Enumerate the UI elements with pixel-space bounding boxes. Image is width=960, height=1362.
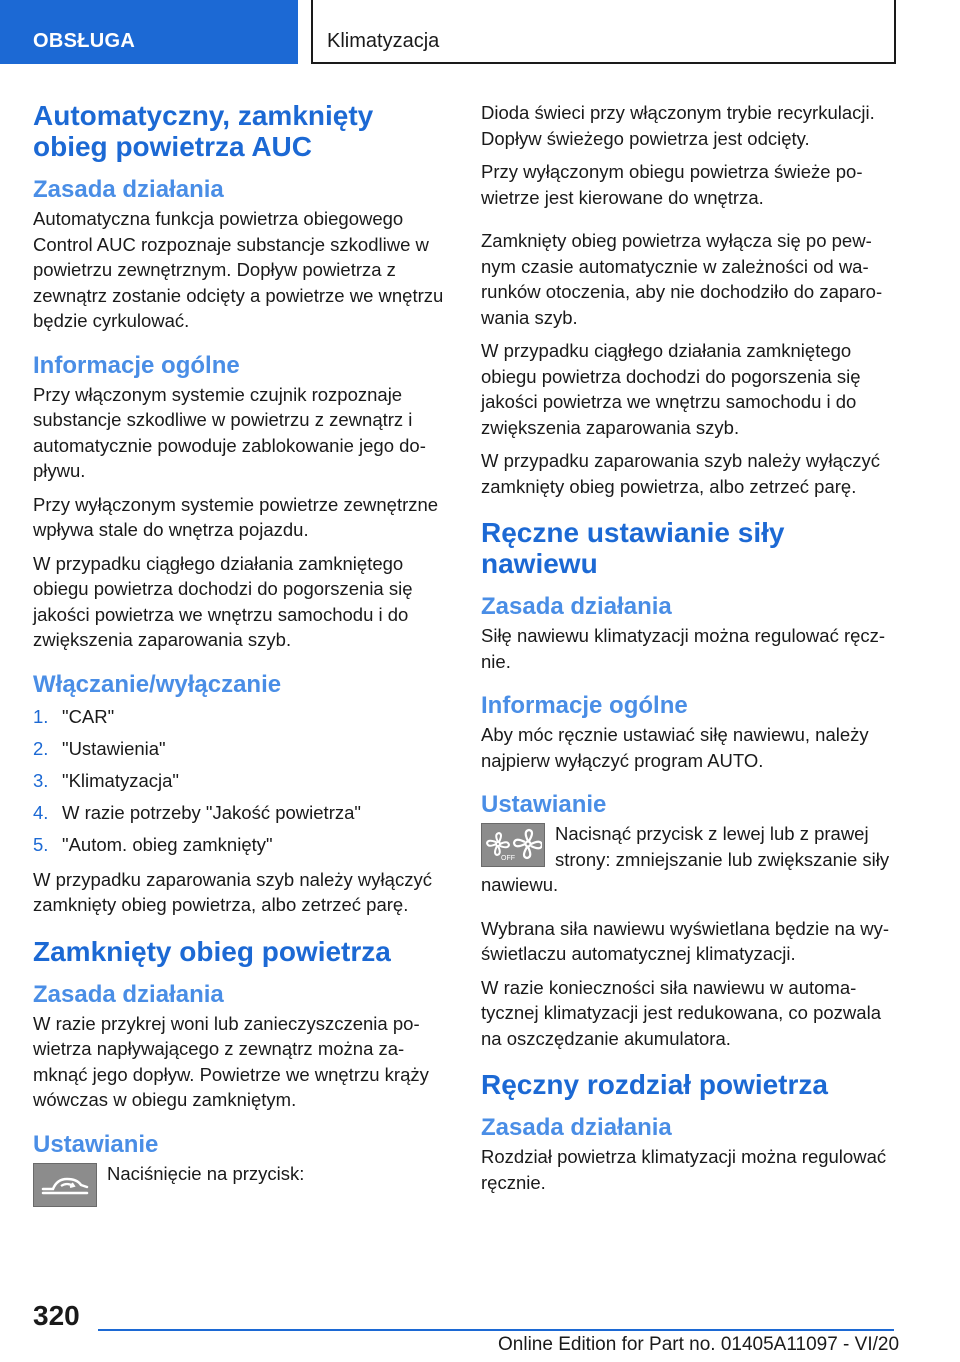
left-column <box>33 100 449 1211</box>
list-item: 2. "Ustawienia" <box>33 737 166 759</box>
paragraph-fog-right: W przypadku zaparowania szyb należy wyłączyć zamknięty obieg powietrza, albo zetrzeć parę. <box>481 450 880 497</box>
paragraph-principle-2: W razie przykrej woni lub zanieczyszczenia powietrza napływającego z zewnątrz można zamknąć jego dopływ. Powietrze we wnętrzu krąży wówczas w obiegu zamkniętym. <box>33 1012 429 1110</box>
recirculation-instruction <box>33 1161 449 1211</box>
paragraph-button: Nacisnąć przycisk z lewej lub z prawej strony: zmniejszanie lub zwiększanie siły nawiewu. <box>481 823 890 895</box>
recirculation-icon <box>33 1163 97 1207</box>
subheading-setting-fan: Ustawianie <box>481 791 607 818</box>
paragraph-display: Wybrana siła nawiewu wyświetlana będzie na wyświetlaczu automatycznej klimatyzacji. <box>481 917 890 964</box>
subheading-onoff: Włączanie/wyłączanie <box>33 670 282 698</box>
subheading-setting: Ustawianie <box>33 1130 159 1158</box>
paragraph-led: Dioda świeci przy włączonym trybie recyrkulacji. Dopływ świeżego powietrza jest odcięty. <box>481 102 875 149</box>
paragraph-press: Naciśnięcie na przycisk: <box>107 1162 305 1184</box>
list-item: 3. "Klimatyzacja" <box>33 769 179 791</box>
footer-divider <box>98 1329 894 1331</box>
paragraph-principle: Automatyczna funkcja powietrza obiegowego Control AUC rozpoznaje substancje szkodliwe w powietrzu zewnętrznym. Dopływ powietrza z zewnątrz zostanie odcięty a powietrze we wnętrzu będzie cyrkulować. <box>33 208 444 331</box>
fan-speed-icon <box>481 823 545 867</box>
paragraph-distribution: Rozdział powietrza klimatyzacji można regulować ręcznie. <box>481 1146 887 1193</box>
heading-fan: Ręczne ustawianie siły nawiewu <box>481 517 785 579</box>
subheading-principle-2: Zasada działania <box>33 980 224 1008</box>
chapter-tab: Klimatyzacja <box>311 0 896 64</box>
steps-list <box>33 701 449 861</box>
heading-auc: Automatyczny, zamknięty obieg powietrza AUC <box>33 100 374 162</box>
fan-off-label: OFF <box>501 855 515 862</box>
paragraph-general-2: Przy wyłączonym systemie powietrze zewnętrzne wpływa stale do wnętrza pojazdu. <box>33 493 439 540</box>
heading-distribution: Ręczny rozdział powietrza <box>481 1069 828 1100</box>
footer-edition: Online Edition for Part no. 01405A11097 - VI/20 <box>498 1334 900 1355</box>
page-number: 320 <box>33 1300 80 1331</box>
paragraph-general-1: Przy włączonym systemie czujnik rozpoznaje substancje szkodliwe w powietrzu z zewnątrz i automatycznie powoduje zablokowanie jego dopływu. <box>33 383 426 481</box>
subheading-general: Informacje ogólne <box>33 351 240 379</box>
subheading-principle-distribution: Zasada działania <box>481 1114 672 1141</box>
subheading-principle: Zasada działania <box>33 176 224 203</box>
subheading-principle-fan: Zasada działania <box>481 593 672 620</box>
paragraph-principle-fan: Siłę nawiewu klimatyzacji można regulować ręcznie. <box>481 625 886 672</box>
paragraph-auto-off: Zamknięty obieg powietrza wyłącza się po pewnym czasie automatycznie w zależności od warunków otoczenia, aby nie dochodziło do zaparowania szyb. <box>481 230 883 328</box>
list-item: 4. W razie potrzeby "Jakość powietrza" <box>33 801 361 823</box>
page-header <box>0 0 960 66</box>
paragraph-fog: W przypadku zaparowania szyb należy wyłączyć zamknięty obieg powietrza, albo zetrzeć parę. <box>33 868 432 915</box>
section-tab: OBSŁUGA <box>0 0 298 64</box>
paragraph-general-3: W przypadku ciągłego działania zamkniętego obiegu powietrza dochodzi do pogorszenia się jakości powietrza we wnętrzu samochodu i do zwiększenia zaparowania szyb. <box>33 552 413 650</box>
paragraph-general-fan: Aby móc ręcznie ustawiać siłę nawiewu, należy najpierw wyłączyć program AUTO. <box>481 724 869 771</box>
list-item: 5. "Autom. obieg zamknięty" <box>33 833 273 855</box>
fan-instruction <box>481 821 897 906</box>
heading-recirculation: Zamknięty obieg powietrza <box>33 935 391 967</box>
paragraph-off: Przy wyłączonym obiegu powietrza świeże powietrze jest kierowane do wnętrza. <box>481 161 863 208</box>
subheading-general-fan: Informacje ogólne <box>481 692 688 719</box>
paragraph-reduce: W razie konieczności siła nawiewu w automatycznej klimatyzacji jest redukowana, co pozwala na oszczędzanie akumulatora. <box>481 976 881 1049</box>
right-column <box>481 100 897 1203</box>
list-item: 1. "CAR" <box>33 705 115 727</box>
paragraph-continuous: W przypadku ciągłego działania zamkniętego obiegu powietrza dochodzi do pogorszenia się jakości powietrza we wnętrzu samochodu i do zwiększenia zaparowania szyb. <box>481 340 861 438</box>
